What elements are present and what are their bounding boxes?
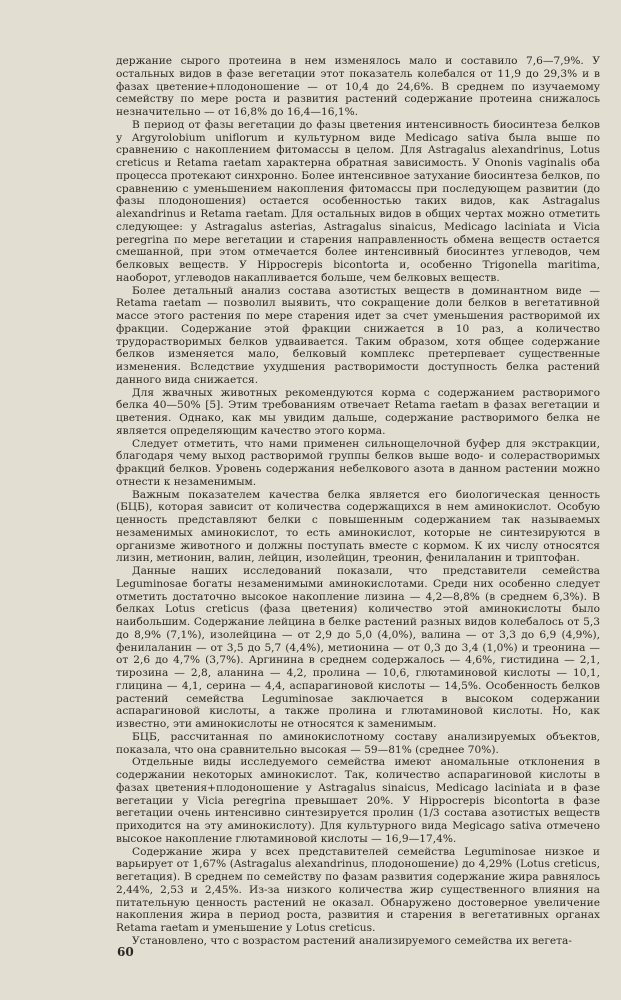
paragraph-protein-content: держание сырого протеина в нем изменялось мало и составило 7,6—7,9%. У остальных видов в фазе вегетации этот показатель колебался от 11,9 до 29,3% и в фазах цветение+плодоношение — от 10,4 до 24,6%. В среднем по изучаемому семейству по мере роста и развития растений содержание протеина снижалось незначительно — от 16,8% до 16,4—16,1%.: [116, 55, 600, 118]
page-number: 60: [117, 945, 134, 959]
paragraph-biological-value: Важным показателем качества белка является его биологическая ценность (БЦБ), которая зависит от количества содержащихся в нем аминокислот. Особую ценность представляют белки с повышенным содержанием так называемых незаменимых аминокислот, то есть аминокислот, которые не синтезируются в организме животного и должны поступать вместе с кормом. К их числу относятся лизин, метионин, валин, лейцин, изолейцин, треонин, фенилаланин и триптофан.: [116, 488, 600, 565]
body-text: [116, 55, 600, 948]
paragraph-nitrogen-analysis: Более детальный анализ состава азотистых веществ в доминантном виде — Retama raetam — позволил выявить, что сокращение доли белков в вегетативной массе этого растения по мере старения идет за счет уменьшения растворимой их фракции. Содержание этой фракции снижается в 10 раз, а количество трудорастворимых белков удваивается. Таким образом, хотя общее содержание белков изменяется мало, белковый комплекс претерпевает существенные изменения. Вследствие ухудшения растворимости доступность белка растений данного вида снижается.: [116, 284, 600, 386]
paragraph-conclusion-start: Установлено, что с возрастом растений анализируемого семейства их вегета-: [132, 934, 572, 947]
paragraph-biosynthesis: В период от фазы вегетации до фазы цветения интенсивность биосинтеза белков у Argyrolobium uniflorum и культурном виде Medicago sativa была выше по сравнению с накоплением фитомассы в целом. Для Astragalus alexandrinus, Lotus creticus и Retama raetam характерна обратная зависимость. У Ononis vaginalis оба процесса протекают синхронно. Более интенсивное затухание биосинтеза белков, по сравнению с уменьшением накопления фитомассы при последующем развитии (до фазы плодоношения) остается особенностью таких видов, как Astragalus alexandrinus и Retama raetam. Для остальных видов в общих чертах можно отметить следующее: у Astragalus asterias, Astragalus sinaicus, Medicago laciniata и Vicia peregrina по мере вегетации и старения направленность обмена веществ остается смешанной, при этом отмечается более интенсивный биосинтез углеводов, чем белковых веществ. У Hippocrepis bicontorta и, особенно Trigonella maritima, наоборот, углеводов накапливается больше, чем белковых веществ.: [116, 118, 600, 284]
paragraph-bcb: БЦБ, рассчитанная по аминокислотному составу анализируемых объектов, показала, что она сравнительно высокая — 59—81% (среднее 70%).: [116, 730, 600, 756]
paragraph-amino-acids: Данные наших исследований показали, что представители семейства Leguminosae богаты незаменимыми аминокислотами. Среди них особенно следует отметить достаточно высокое накопление лизина — 4,2—8,8% (в среднем 6,3%). В белках Lotus creticus (фаза цветения) количество этой аминокислоты было наибольшим. Содержание лейцина в белке растений разных видов колебалось от 5,3 до 8,9% (7,1%), изолейцина — от 2,9 до 5,0 (4,0%), валина — от 3,3 до 6,9 (4,9%), фенилаланин — от 3,5 до 5,7 (4,4%), метионина — от 0,3 до 3,4 (1,0%) и треонина — от 2,6 до 4,7% (3,7%). Аргинина в среднем содержалось — 4,6%, гистидина — 2,1, тирозина — 2,8, аланина — 4,2, пролина — 10,6, глютаминовой кислоты — 10,1, глицина — 4,1, серина — 4,4, аспарагиновой кислоты — 14,5%. Особенность белков растений семейства Leguminosae заключается в высоком содержании аспарагиновой кислоты, а также пролина и глютаминовой кислоты. Но, как известно, эти аминокислоты не относятся к заменимым.: [116, 565, 600, 730]
paragraph-ruminant-feed: Для жвачных животных рекомендуются корма с содержанием растворимого белка 40—50% [5]. Этим требованиям отвечает Retama raetam в фазах вегетации и цветения. Однако, как мы увидим дальше, содержание растворимого белка не является определяющим качество этого корма.: [116, 386, 600, 437]
paragraph-extraction-buffer: Следует отметить, что нами применен сильнощелочной буфер для экстракции, благодаря чему выход растворимой группы белков выше водо- и солерастворимых фракций белков. Уровень содержания небелкового азота в данном растении можно отнести к незаменимым.: [116, 437, 600, 488]
paragraph-anomalies: Отдельные виды исследуемого семейства имеют аномальные отклонения в содержании некоторых аминокислот. Так, количество аспарагиновой кислоты в фазах цветения+плодоношение у Astragalus sinaicus, Medicago laciniata и в фазе вегетации у Vicia peregrina превышает 20%. У Hippocrepis bicontorta в фазе вегетации очень интенсивно синтезируется пролин (1/3 состава азотистых веществ приходится на эту аминокислоту). Для культурного вида Megicago sativa отмечено высокое накопление глютаминовой кислоты — 16,9—17,4%.: [116, 756, 600, 845]
paragraph-fat-content: Содержание жира у всех представителей семейства Leguminosae низкое и варьирует от 1,67% (Astragalus alexandrinus, плодоношение) до 4,29% (Lotus creticus, вегетация). В среднем по семейству по фазам развития содержание жира равнялось 2,44%, 2,53 и 2,45%. Из-за низкого количества жир существенного влияния на питательную ценность растений не оказал. Обнаружено достоверное увеличение накопления жира в период роста, развития и старения в вегетативных органах Retama raetam и уменьшение у Lotus creticus.: [116, 845, 600, 934]
